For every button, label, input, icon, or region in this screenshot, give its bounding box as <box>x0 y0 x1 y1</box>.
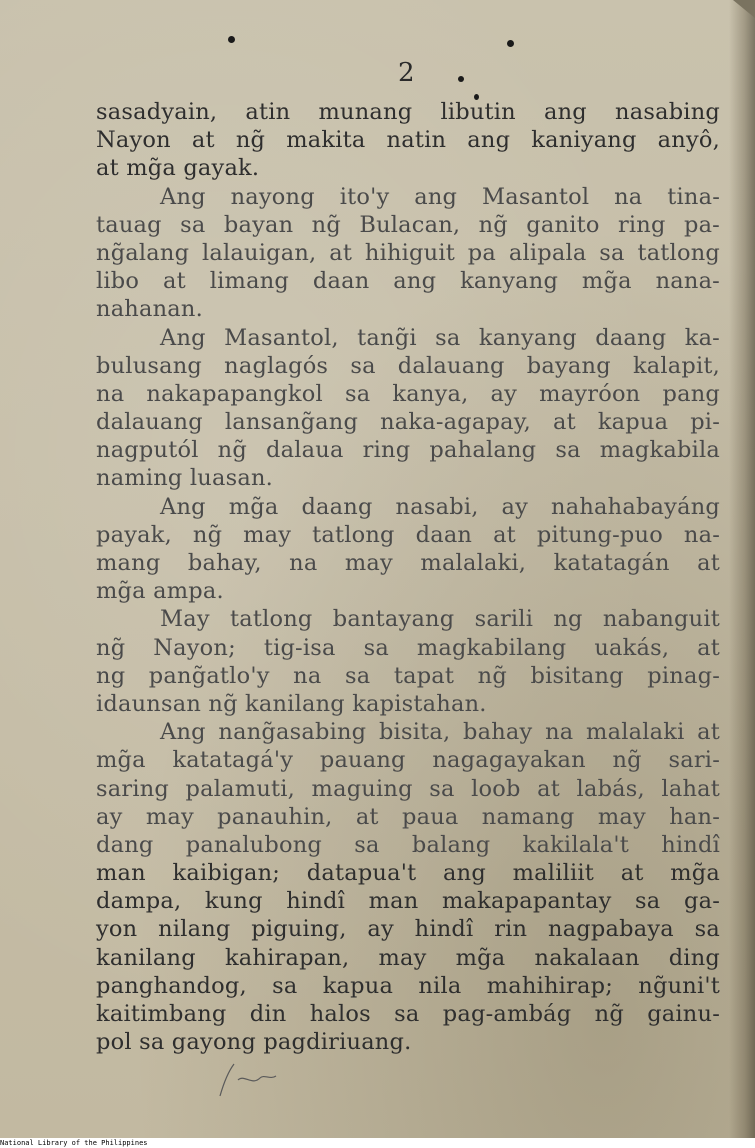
text-line: mg̃a ampa. <box>96 578 224 605</box>
text-line: nahanan. <box>96 296 203 323</box>
text-line: saring palamuti, maguing sa loob at labás, lahat <box>96 775 720 802</box>
library-credit: National Library of the Philippines <box>0 1139 148 1147</box>
text-line: payak, ng̃ may tatlong daan at pitung-puo na- <box>96 521 720 548</box>
text-line: Ang mg̃a daang nasabi, ay nahahabayáng <box>160 493 720 520</box>
text-line: nagputól ng̃ dalaua ring pahalang sa magkabila <box>96 437 720 464</box>
ink-speck <box>507 40 514 47</box>
text-line: ng̃alang lalauigan, at hihiguit pa alipala sa tatlong <box>96 239 720 266</box>
text-line: yon nilang piguing, ay hindî rin nagpabaya sa <box>96 916 720 943</box>
text-line: man kaibigan; datapua't ang maliliit at mg̃a <box>96 860 720 887</box>
text-line: kaitimbang din halos sa pag-ambág ng̃ gainu- <box>96 1001 720 1027</box>
text-line: na nakapapangkol sa kanya, ay mayróon pang <box>96 380 720 407</box>
text-line: idaunsan ng̃ kanilang kapistahan. <box>96 690 487 717</box>
text-line: bulusang naglagós sa dalauang bayang kalapit, <box>96 352 720 379</box>
page-number: 2 <box>398 58 415 88</box>
pencil-scrawl <box>214 1060 294 1100</box>
text-line: dalauang lansang̃ang naka-agapay, at kapua pi- <box>96 409 720 436</box>
torn-corner <box>733 0 755 18</box>
text-line: ng̃ Nayon; tig-isa sa magkabilang uakás, at <box>96 634 720 661</box>
text-line: ng pang̃atlo'y na sa tapat ng̃ bisitang pinag- <box>96 662 720 689</box>
text-line: libo at limang daan ang kanyang mg̃a nana- <box>96 268 720 295</box>
text-line: Ang nang̃asabing bisita, bahay na malalaki at <box>160 719 720 746</box>
page-edge-shadow <box>729 0 755 1138</box>
text-line: tauag sa bayan ng̃ Bulacan, ng̃ ganito ring pa- <box>96 211 720 238</box>
text-line: Ang Masantol, tang̃i sa kanyang daang ka- <box>160 324 720 351</box>
text-line: Nayon at ng̃ makita natin ang kaniyang anyô, <box>96 127 720 154</box>
text-line: kanilang kahirapan, may mg̃a nakalaan ding <box>96 944 720 971</box>
body-text <box>96 98 720 1056</box>
text-line: sasadyain, atin munang libutin ang nasabing <box>96 99 720 125</box>
text-line: pol sa gayong pagdiriuang. <box>96 1029 412 1056</box>
text-line: at mg̃a gayak. <box>96 155 260 182</box>
ink-speck <box>458 76 464 82</box>
text-line: dampa, kung hindî man makapapantay sa ga- <box>96 888 720 915</box>
text-line: panghandog, sa kapua nila mahihirap; ng̃uni't <box>96 972 720 999</box>
text-line: dang panalubong sa balang kakilala't hindî <box>96 831 720 858</box>
text-line: May tatlong bantayang sarili ng nabanguit <box>160 606 720 633</box>
text-line: ay may panauhin, at paua namang may han- <box>96 803 720 830</box>
text-line: mang bahay, na may malalaki, katatagán at <box>96 550 720 576</box>
text-line: naming luasan. <box>96 465 273 492</box>
text-line: mg̃a katatagá'y pauang nagagayakan ng̃ sari- <box>96 747 720 774</box>
text-line: Ang nayong ito'y ang Masantol na tina- <box>160 183 720 210</box>
ink-speck <box>228 36 235 43</box>
